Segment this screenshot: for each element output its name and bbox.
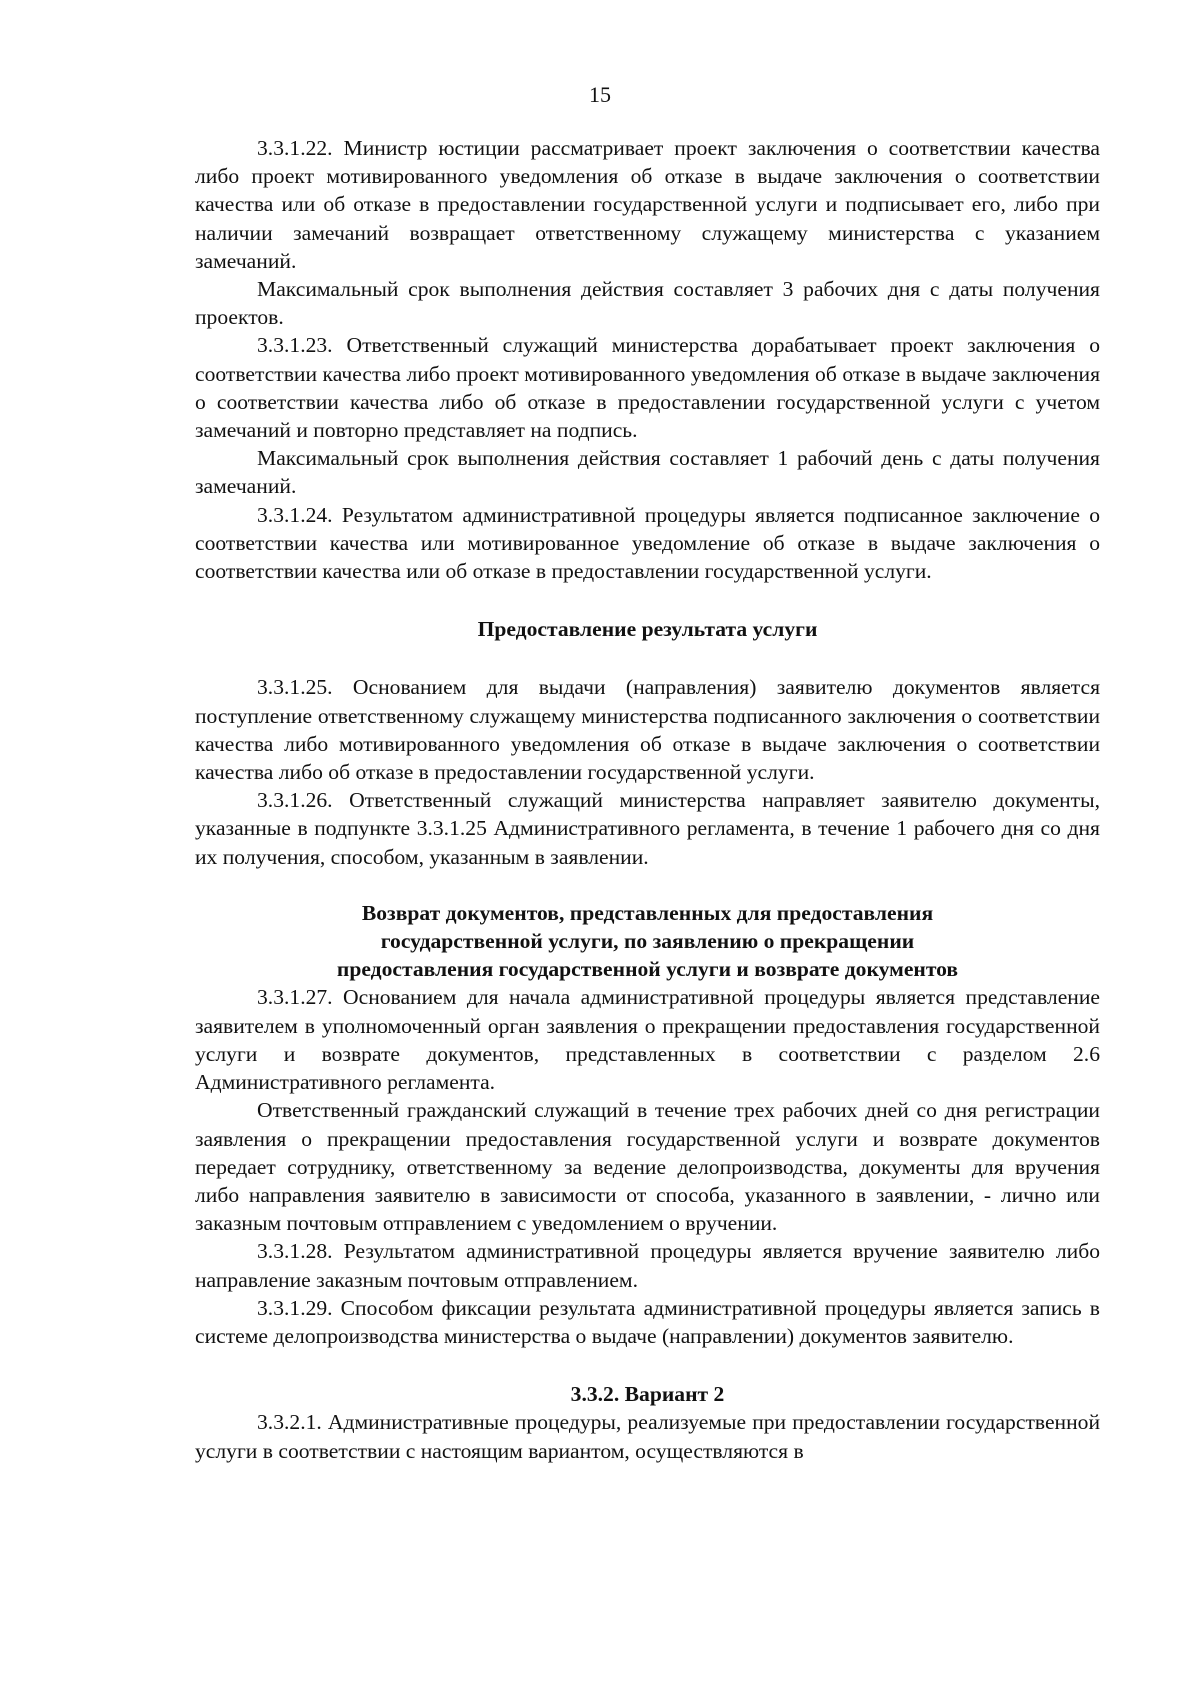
- paragraph-3-3-1-29: 3.3.1.29. Способом фиксации результата административной процедуры является запись в системе делопроизводства министерства о выдаче (направлении) документов заявителю.: [195, 1295, 1100, 1348]
- paragraph-3-3-1-22: 3.3.1.22. Министр юстиции рассматривает проект заключения о соответствии качества либо проект мотивированного уведомления об отказе в выдаче заключения о соответствии качества или об отказе в предоставлении государственной услуги и подписывает его, либо при наличии замечаний возвращает ответственному служащему министерства с указанием замечаний.: [195, 136, 1100, 273]
- section-heading-result: Предоставление результата услуги: [477, 617, 818, 642]
- paragraph-deadline-1-day: Максимальный срок выполнения действия составляет 1 рабочий день с даты получения замечаний.: [195, 446, 1100, 499]
- heading-line: предоставления государственной услуги и возврате документов: [336, 957, 959, 982]
- paragraph-3-3-1-27: 3.3.1.27. Основанием для начала административной процедуры является представление заявителем в уполномоченный орган заявления о прекращении предоставления государственной услуги и возврате документов, представленных в соответствии с разделом 2.6 Административного регламента.: [195, 985, 1100, 1095]
- paragraph-3-3-1-24: 3.3.1.24. Результатом административной процедуры является подписанное заключение о соответствии качества или мотивированное уведомление об отказе в выдаче заключения о соответствии качества или об отказе в предоставлении государственной услуги.: [195, 502, 1100, 584]
- page-number: 15: [589, 82, 611, 107]
- section-heading-return-documents: [195, 899, 1100, 984]
- paragraph-3-3-1-25: 3.3.1.25. Основанием для выдачи (направления) заявителю документов является поступление ответственному служащему министерства подписанного заключения о соответствии качества либо мотивированного уведомления об отказе в выдаче заключения о соответствии качества либо об отказе в предоставлении государственной услуги.: [195, 675, 1100, 785]
- document-body: [195, 134, 1100, 1465]
- paragraph-3-3-2-1: 3.3.2.1. Административные процедуры, реализуемые при предоставлении государственной услуги в соответствии с настоящим вариантом, осуществляются в: [195, 1410, 1100, 1463]
- paragraph-3-3-1-23: 3.3.1.23. Ответственный служащий министерства дорабатывает проект заключения о соответствии качества либо проект мотивированного уведомления об отказе в выдаче заключения о соответствии качества либо об отказе в предоставлении государственной услуги с учетом замечаний и повторно представляет на подпись.: [195, 333, 1100, 443]
- paragraph-3-3-1-28: 3.3.1.28. Результатом административной процедуры является вручение заявителю либо направление заказным почтовым отправлением.: [195, 1239, 1100, 1292]
- paragraph-responsible-servant: Ответственный гражданский служащий в течение трех рабочих дней со дня регистрации заявления о прекращении предоставления государственной услуги и возврате документов передает сотруднику, ответственному за ведение делопроизводства, документы для вручения либо направления заявителю в зависимости от способа, указанного в заявлении, - лично или заказным почтовым отправлением с уведомлением о вручении.: [195, 1098, 1100, 1236]
- section-heading-variant-2: 3.3.2. Вариант 2: [570, 1382, 725, 1407]
- paragraph-3-3-1-26: 3.3.1.26. Ответственный служащий министерства направляет заявителю документы, указанные в подпункте 3.3.1.25 Административного регламента, в течение 1 рабочего дня со дня их получения, способом, указанным в заявлении.: [195, 788, 1100, 869]
- paragraph-deadline-3-days: Максимальный срок выполнения действия составляет 3 рабочих дня с даты получения проектов.: [195, 277, 1100, 330]
- heading-line: государственной услуги, по заявлению о прекращении: [380, 929, 915, 954]
- heading-line: Возврат документов, представленных для предоставления: [361, 900, 934, 925]
